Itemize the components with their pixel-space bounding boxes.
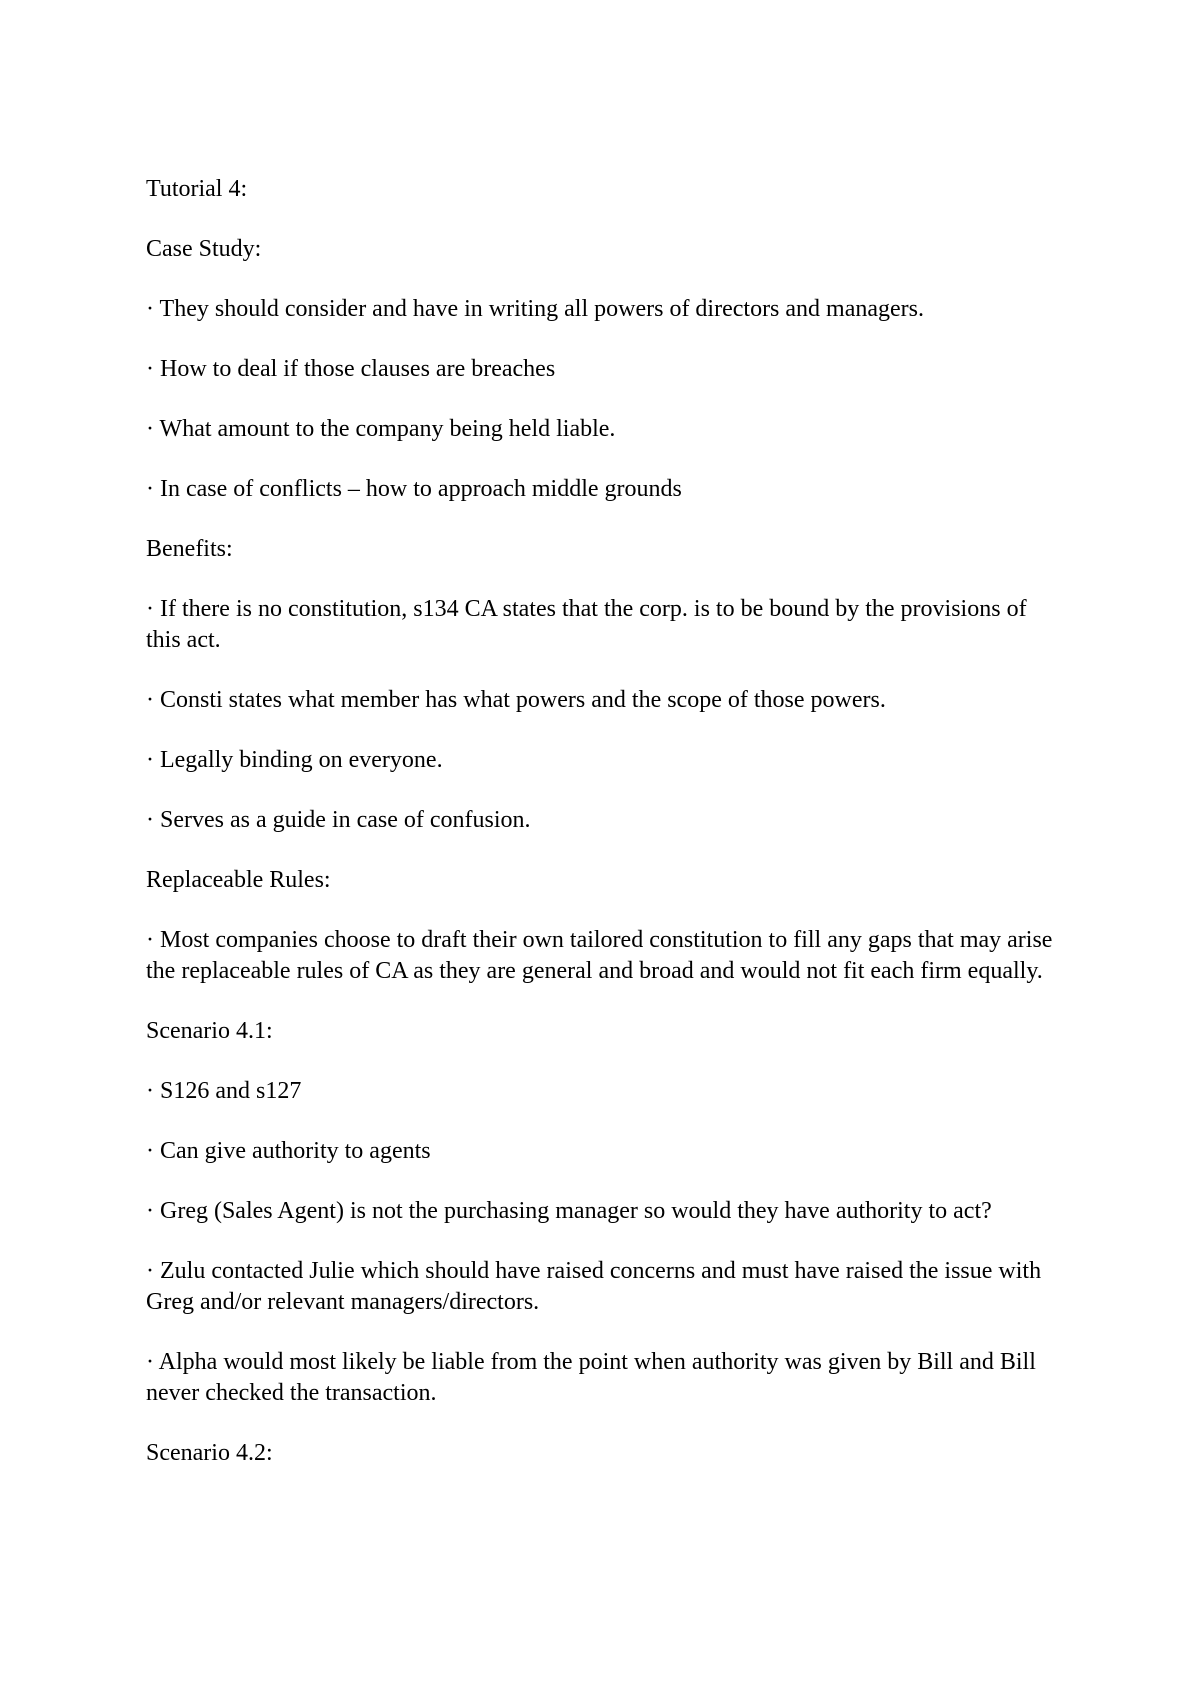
bullet-item: · Most companies choose to draft their own tailored constitution to fill any gaps that may arise the replaceable rules of CA as they are general and broad and would not fit each firm equally. (146, 927, 1053, 984)
bullet-item: · What amount to the company being held liable. (146, 416, 616, 442)
heading-tutorial: Tutorial 4: (146, 176, 248, 202)
bullet-item: · Alpha would most likely be liable from the point when authority was given by Bill and Bill never checked the transaction. (146, 1349, 1036, 1406)
bullet-item: · If there is no constitution, s134 CA states that the corp. is to be bound by the provisions of this act. (146, 596, 1027, 653)
heading-replaceable-rules: Replaceable Rules: (146, 867, 331, 893)
heading-scenario-4-2: Scenario 4.2: (146, 1440, 273, 1466)
bullet-item: · How to deal if those clauses are breaches (146, 356, 556, 382)
bullet-item: · Zulu contacted Julie which should have raised concerns and must have raised the issue with Greg and/or relevant managers/directors. (146, 1258, 1042, 1315)
bullet-item: · Consti states what member has what powers and the scope of those powers. (146, 687, 886, 713)
bullet-item: · S126 and s127 (146, 1078, 302, 1104)
document-body (146, 174, 1066, 1498)
bullet-item: · Serves as a guide in case of confusion. (146, 807, 531, 833)
bullet-item: · Can give authority to agents (146, 1138, 431, 1164)
bullet-item: · In case of conflicts – how to approach middle grounds (146, 476, 682, 502)
heading-case-study: Case Study: (146, 236, 262, 262)
bullet-item: · Legally binding on everyone. (146, 747, 443, 773)
bullet-item: · They should consider and have in writing all powers of directors and managers. (146, 296, 925, 322)
heading-scenario-4-1: Scenario 4.1: (146, 1018, 273, 1044)
heading-benefits: Benefits: (146, 536, 233, 562)
bullet-item: · Greg (Sales Agent) is not the purchasing manager so would they have authority to act? (146, 1198, 992, 1224)
